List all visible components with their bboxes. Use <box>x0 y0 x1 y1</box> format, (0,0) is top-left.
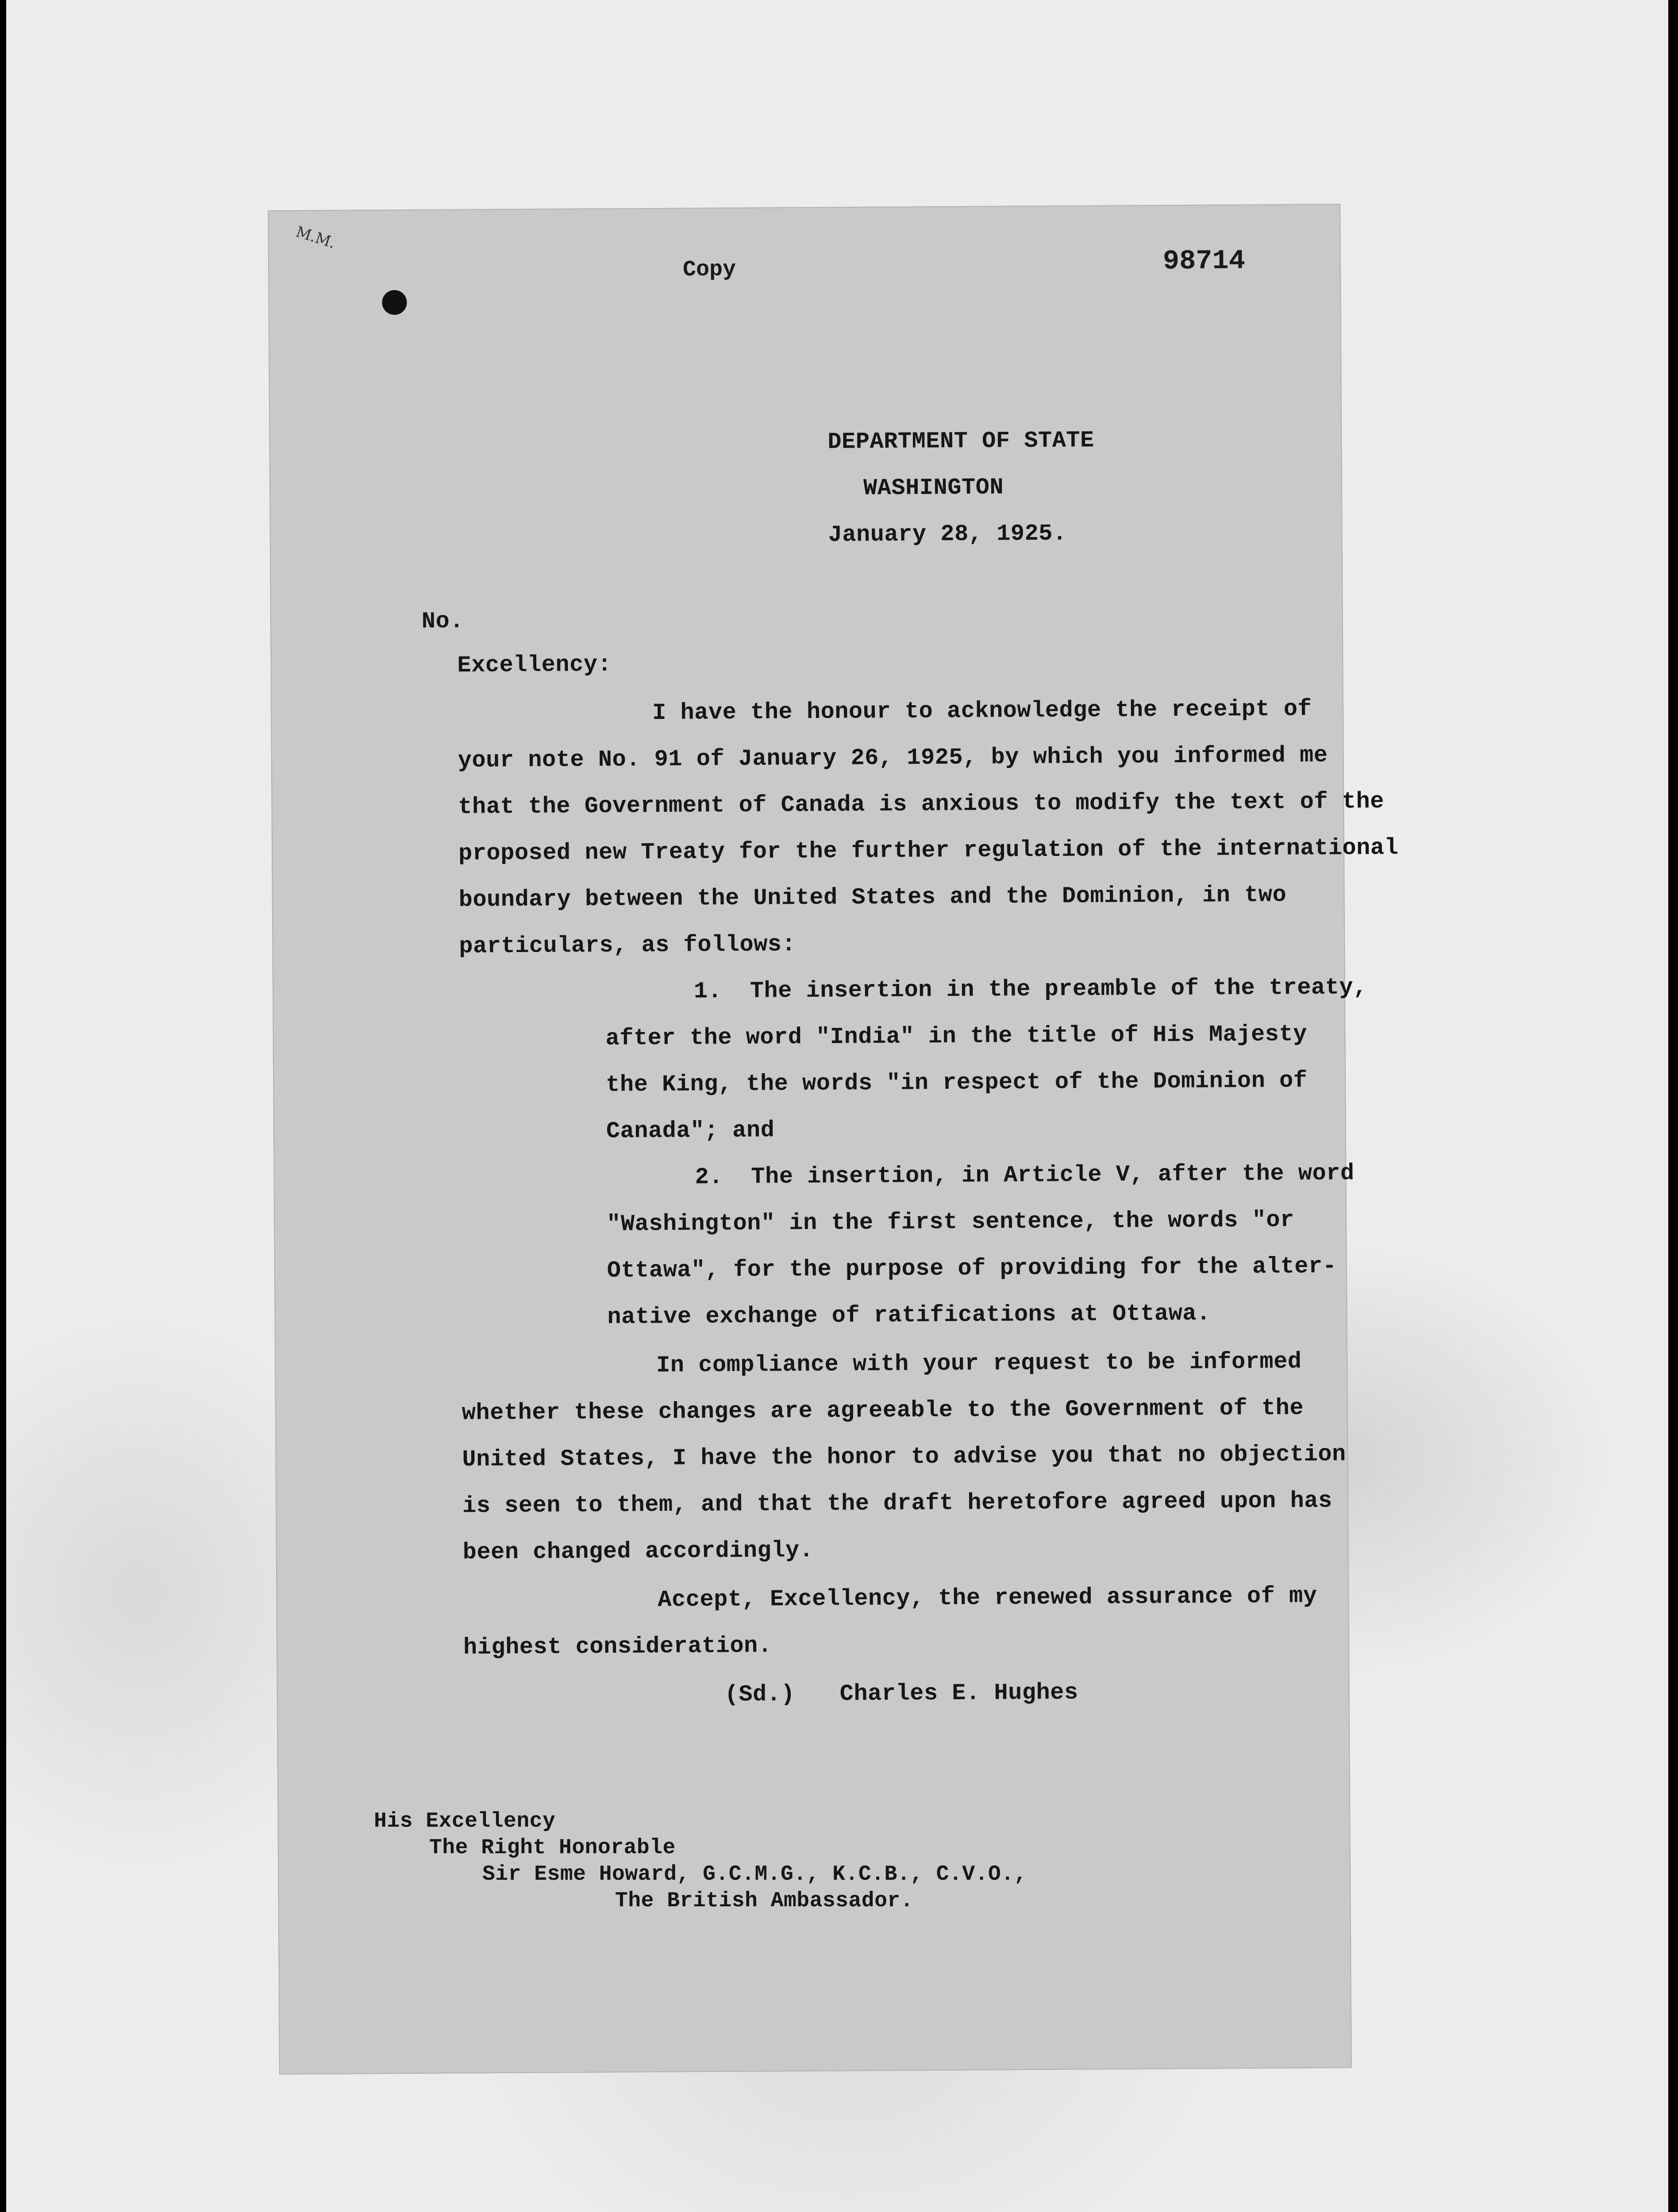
body-line: is seen to them, and that the draft heretofore agreed upon has <box>462 1487 1332 1519</box>
addressee-line: The Right Honorable <box>429 1836 676 1860</box>
punch-hole <box>382 290 407 315</box>
body-line: been changed accordingly. <box>462 1537 814 1566</box>
body-line: after the word "India" in the title of His Majesty <box>605 1021 1308 1052</box>
body-line: particulars, as follows: <box>459 931 796 960</box>
letter-date: January 28, 1925. <box>828 520 1067 548</box>
salutation: Excellency: <box>457 651 612 679</box>
letter-sheet <box>269 205 1399 2074</box>
document-number: 98714 <box>1162 245 1246 277</box>
body-line: native exchange of ratifications at Ottawa. <box>607 1300 1211 1330</box>
body-line: that the Government of Canada is anxious to modify the text of the <box>458 788 1385 820</box>
addressee-line: The British Ambassador. <box>615 1889 914 1913</box>
signature-mark: (Sd.) <box>724 1681 795 1708</box>
body-line: In compliance with your request to be informed <box>656 1348 1302 1379</box>
film-edge-left <box>0 0 6 2212</box>
letterhead-department: DEPARTMENT OF STATE <box>827 427 1094 455</box>
body-line: Accept, Excellency, the renewed assurance of my <box>658 1583 1317 1613</box>
body-line: whether these changes are agreeable to the Government of the <box>462 1395 1304 1426</box>
body-line: highest consideration. <box>463 1632 772 1661</box>
signature-name: Charles E. Hughes <box>839 1679 1078 1707</box>
body-line: the King, the words "in respect of the Dominion of <box>606 1068 1308 1098</box>
body-line: boundary between the United States and the Dominion, in two <box>458 882 1287 913</box>
film-edge-right <box>1668 0 1678 2212</box>
body-line: Canada"; and <box>606 1117 775 1144</box>
body-line: "Washington" in the first sentence, the words "or <box>606 1207 1294 1237</box>
body-line: United States, I have the honor to advise you that no objection <box>462 1441 1346 1473</box>
body-line: I have the honour to acknowledge the receipt of <box>652 696 1312 726</box>
body-line: 2. The insertion, in Article V, after the word <box>695 1160 1355 1190</box>
body-line: your note No. 91 of January 26, 1925, by which you informed me <box>458 742 1328 774</box>
body-line: Ottawa", for the purpose of providing for the alter- <box>607 1253 1337 1284</box>
body-line: proposed new Treaty for the further regulation of the international <box>458 834 1399 867</box>
body-line: 1. The insertion in the preamble of the treaty, <box>693 974 1367 1005</box>
addressee-line: Sir Esme Howard, G.C.M.G., K.C.B., C.V.O., <box>482 1863 1027 1886</box>
addressee-line: His Excellency <box>374 1809 556 1833</box>
letterhead-city: WASHINGTON <box>863 474 1004 502</box>
copy-label: Copy <box>682 257 736 283</box>
number-label: No. <box>421 608 464 635</box>
handwritten-note: M.M. <box>293 223 338 252</box>
